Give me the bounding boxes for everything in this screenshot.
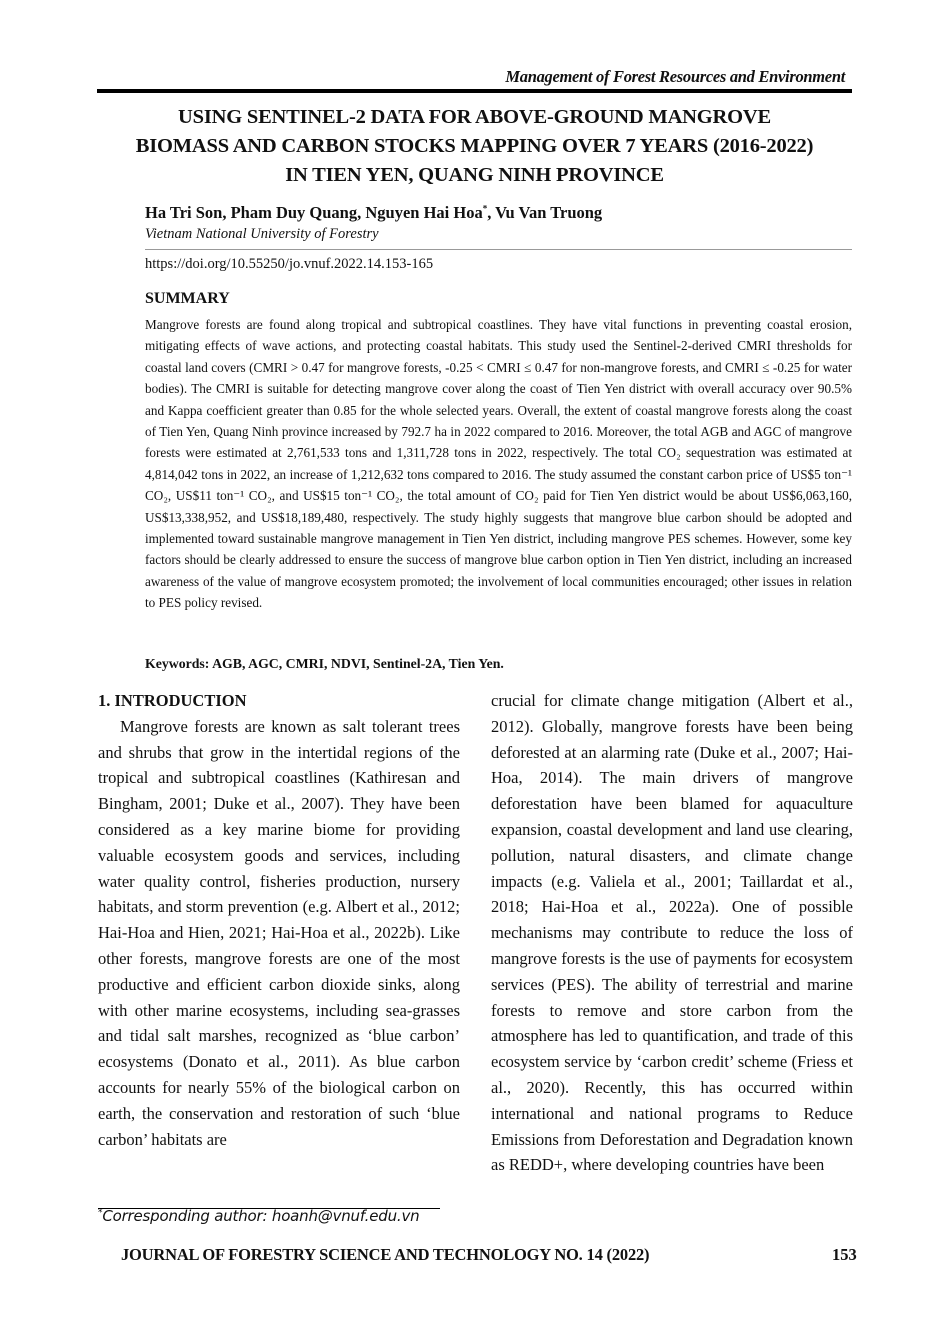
keywords-label: Keywords: <box>145 656 210 671</box>
affiliation-rule <box>145 249 852 250</box>
body-paragraph: Mangrove forests are known as salt tolerant trees and shrubs that grow in the intertidal regions of the tropical and subtropical coastlines (Kathiresan and Bingham, 2001; Duke et al., 2007). They have been considered as a key marine biome for providing valuable ecosystem goods and services, including water quality control, fisheries production, nursery habitats, and storm prevention (e.g. Albert et al., 2012; Hai-Hoa and Hien, 2021; Hai-Hoa et al., 2022b). Like other forests, mangrove forests are one of the most productive and efficient carbon dioxide sinks, along with other marine ecosystems, including sea-grasses and tidal salt marshes, recognized as ‘blue carbon’ ecosystems (Donato et al., 2011). As blue carbon accounts for nearly 55% of the biological carbon on earth, the conservation and restoration of such ‘blue carbon’ habitats are <box>98 716 460 1149</box>
article-title <box>97 103 852 190</box>
title-line: USING SENTINEL-2 DATA FOR ABOVE-GROUND MANGROVE <box>178 106 771 128</box>
corresponding-author-mark: * <box>482 203 488 214</box>
keywords-list: AGB, AGC, CMRI, NDVI, Sentinel-2A, Tien Yen. <box>209 656 504 671</box>
footnote-mark: * <box>98 1208 103 1218</box>
footnote-text[interactable]: Corresponding author: hoanh@vnuf.edu.vn <box>102 1207 420 1225</box>
header-rule <box>97 89 852 93</box>
summary-text: Mangrove forests are found along tropical and subtropical coastlines. They have vital functions in preventing coastal erosion, mitigating effects of wave actions, and protecting coastal habitats. This study used the Sentinel-2-derived CMRI thresholds for coastal land covers (CMRI > 0.47 for mangrove forests, -0.25 < CMRI ≤ 0.47 for non-mangrove forests, and CMRI ≤ -0.25 for water bodies). The CMRI is suitable for detecting mangrove cover along the coast of Tien Yen district with overall accuracy over 90.5% and Kappa coefficient greater than 0.85 for the whole selected years. Overall, the extent of coastal mangrove forests along the coast of Tien Yen, Quang Ninh province increased by 792.7 ha in 2022 compared to 2016. Moreover, the total AGB and AGC of mangrove forests were estimated at 2,761,533 tons and 1,311,728 tons in 2022, respectively. The total CO₂ sequestration was estimated at 4,814,042 tons in 2022, an increase of 1,212,632 tons compared to 2016. The study assumed the constant carbon price of US$5 ton⁻¹ CO₂, US$11 ton⁻¹ CO₂, and US$15 ton⁻¹ CO₂, the total amount of CO₂ paid for Tien Yen district would be about US$6,063,160, US$13,338,952, and US$18,189,480, respectively. The study highly suggests that mangrove blue carbon should be adopted and implemented toward sustainable mangrove management in Tien Yen district, including mangrove PES schemes. However, some key factors should be clearly addressed to ensure the success of mangrove blue carbon option in Tien Yen district, including an increased awareness of the value of mangrove ecosystem promoted; the involvement of local communities encouraged; other issues in relation to PES policy revised. <box>145 317 852 611</box>
authors-first: Ha Tri Son, Pham Duy Quang, Nguyen Hai Hoa <box>145 203 483 222</box>
title-line: IN TIEN YEN, QUANG NINH PROVINCE <box>285 164 664 186</box>
body-paragraph: crucial for climate change mitigation (Albert et al., 2012). Globally, mangrove forests have been being deforested at an alarming rate (Duke et al., 2007; Hai-Hoa, 2014). The main drivers of mangrove deforestation have been blamed for aquaculture expansion, coastal development and land use clearing, pollution, natural disasters, and climate change impacts (e.g. Valiela et al., 2001; Taillardat et al., 2018; Hai-Hoa et al., 2022a). One of possible mechanisms may contribute to reduce the loss of mangrove forests is the use of payments for ecosystem services (PES). The ability of terrestrial and marine forests to remove and store carbon from the atmosphere has led to quantification, and trade of this ecosystem service by ‘carbon credit’ scheme (Friess et al., 2020). Recently, this has occurred within international and national programs to Reduce Emissions from Deforestation and Degradation known as REDD+, where developing countries have been <box>491 691 853 1175</box>
body-column-left <box>98 688 460 1152</box>
body-column-right <box>491 688 853 1178</box>
running-head: Management of Forest Resources and Environment <box>505 67 845 86</box>
keywords <box>145 656 504 672</box>
summary-heading: SUMMARY <box>145 290 230 307</box>
doi-link[interactable]: https://doi.org/10.55250/jo.vnuf.2022.14.153-165 <box>145 256 434 272</box>
corresponding-author-footnote <box>98 1207 419 1225</box>
section-heading-introduction: 1. INTRODUCTION <box>98 691 247 710</box>
author-list <box>145 203 602 223</box>
title-line: BIOMASS AND CARBON STOCKS MAPPING OVER 7 YEARS (2016-2022) <box>135 135 814 157</box>
authors-last: , Vu Van Truong <box>487 203 603 222</box>
journal-footer: JOURNAL OF FORESTRY SCIENCE AND TECHNOLOGY NO. 14 (2022) <box>121 1245 650 1264</box>
summary-abstract <box>145 314 852 614</box>
affiliation: Vietnam National University of Forestry <box>145 226 379 242</box>
page-number: 153 <box>832 1245 857 1264</box>
